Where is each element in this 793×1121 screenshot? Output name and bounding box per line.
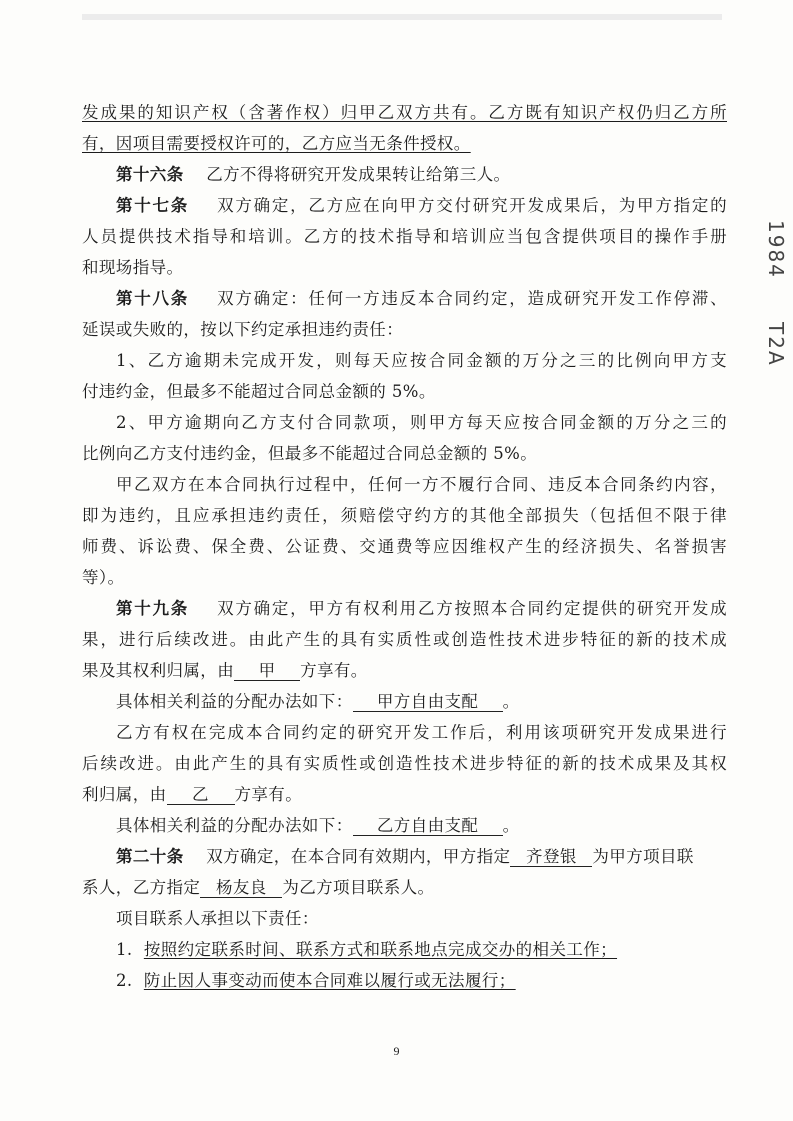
text-segment: 具体相关利益的分配办法如下： bbox=[116, 816, 353, 835]
text-segment: 为甲方项目联 bbox=[592, 847, 694, 866]
article-label: 第十六条 bbox=[116, 165, 184, 184]
text-segment: 方享有。 bbox=[234, 785, 303, 804]
text-line bbox=[116, 692, 520, 712]
article-19 bbox=[116, 599, 727, 619]
filled-blank: 齐登银 bbox=[510, 848, 592, 867]
filled-blank: 乙方自由支配 bbox=[353, 817, 503, 836]
article-18 bbox=[116, 289, 727, 309]
scan-edge bbox=[82, 14, 722, 20]
text-line bbox=[116, 816, 520, 836]
text-segment: 果及其权利归属，由 bbox=[82, 661, 235, 680]
text-line: 发成果的知识产权（含著作权）归甲乙双方共有。乙方既有知识产权仍归乙方所 bbox=[82, 103, 727, 122]
text-line: 延误或失败的，按以下约定承担违约责任： bbox=[82, 320, 404, 339]
text-line: 人员提供技术指导和培训。乙方的技术指导和培训应当包含提供项目的操作手册 bbox=[82, 227, 727, 246]
filled-blank: 杨友良 bbox=[200, 879, 282, 898]
text-segment: 具体相关利益的分配办法如下： bbox=[116, 692, 353, 711]
list-number: 1. bbox=[116, 940, 133, 959]
text-line bbox=[82, 785, 302, 805]
text-line: 师费、诉讼费、保全费、公证费、交通费等应因维权产生的经济损失、名誉损害 bbox=[82, 537, 727, 556]
margin-stamp-mark: T2A bbox=[764, 322, 788, 367]
list-item bbox=[116, 940, 617, 960]
filled-blank: 甲方自由支配 bbox=[353, 693, 503, 712]
text-line: 2、甲方逾期向乙方支付合同款项，则甲方每天应按合同金额的万分之三的 bbox=[116, 413, 727, 432]
text-line: 即为违约，且应承担违约责任，须赔偿守约方的其他全部损失（包括但不限于律 bbox=[82, 506, 727, 525]
margin-stamp-mark: 1984 bbox=[764, 220, 788, 279]
text-line: 后续改进。由此产生的具有实质性或创造性技术进步特征的新的技术成果及其权 bbox=[82, 754, 727, 773]
text-line: 比例向乙方支付违约金，但最多不能超过合同总金额的 5%。 bbox=[82, 444, 538, 463]
text-line: 有，因项目需要授权许可的，乙方应当无条件授权。 bbox=[82, 134, 471, 153]
text-segment: 。 bbox=[502, 692, 520, 711]
list-text: 按照约定联系时间、联系方式和联系地点完成交办的相关工作； bbox=[143, 940, 618, 959]
article-text: 双方确定，甲方有权利用乙方按照本合同约定提供的研究开发成 bbox=[217, 599, 727, 618]
text-line: 乙方有权在完成本合同约定的研究开发工作后，利用该项研究开发成果进行 bbox=[116, 723, 727, 742]
text-line: 项目联系人承担以下责任： bbox=[116, 909, 319, 928]
filled-blank: 乙 bbox=[167, 786, 235, 805]
list-item bbox=[116, 971, 516, 991]
article-label: 第二十条 bbox=[116, 847, 184, 866]
text-segment: 利归属，由 bbox=[82, 785, 167, 804]
text-segment: 。 bbox=[502, 816, 520, 835]
text-line: 甲乙双方在本合同执行过程中，任何一方不履行合同、违反本合同条约内容， bbox=[116, 475, 727, 494]
article-text: 乙方不得将研究开发成果转让给第三人。 bbox=[206, 165, 511, 184]
text-line bbox=[82, 661, 368, 681]
text-segment: 系人，乙方指定 bbox=[82, 878, 201, 897]
text-segment: 为乙方项目联系人。 bbox=[282, 878, 435, 897]
article-label: 第十九条 bbox=[116, 599, 190, 618]
list-text: 防止因人事变动而使本合同难以履行或无法履行； bbox=[143, 971, 516, 990]
text-line: 和现场指导。 bbox=[82, 258, 184, 277]
article-label: 第十八条 bbox=[116, 289, 190, 308]
article-label: 第十七条 bbox=[116, 196, 190, 215]
article-text: 双方确定：任何一方违反本合同约定，造成研究开发工作停滞、 bbox=[217, 289, 727, 308]
article-text: 双方确定，乙方应在向甲方交付研究开发成果后，为甲方指定的 bbox=[217, 196, 727, 215]
text-segment: 方享有。 bbox=[300, 661, 368, 680]
article-20 bbox=[116, 847, 694, 867]
text-line: 1、乙方逾期未完成开发，则每天应按合同金额的万分之三的比例向甲方支 bbox=[116, 351, 727, 370]
text-line: 付违约金，但最多不能超过合同总金额的 5%。 bbox=[82, 382, 436, 401]
text-line: 果，进行后续改进。由此产生的具有实质性或创造性技术进步特征的新的技术成 bbox=[82, 630, 727, 649]
article-16 bbox=[116, 165, 510, 185]
list-number: 2. bbox=[116, 971, 133, 990]
text-line bbox=[82, 878, 434, 898]
page-number: 9 bbox=[393, 1044, 400, 1058]
filled-blank: 甲 bbox=[234, 662, 300, 681]
article-17 bbox=[116, 196, 727, 216]
text-line: 等）。 bbox=[82, 568, 125, 587]
text-segment: 双方确定，在本合同有效期内，甲方指定 bbox=[206, 847, 511, 866]
